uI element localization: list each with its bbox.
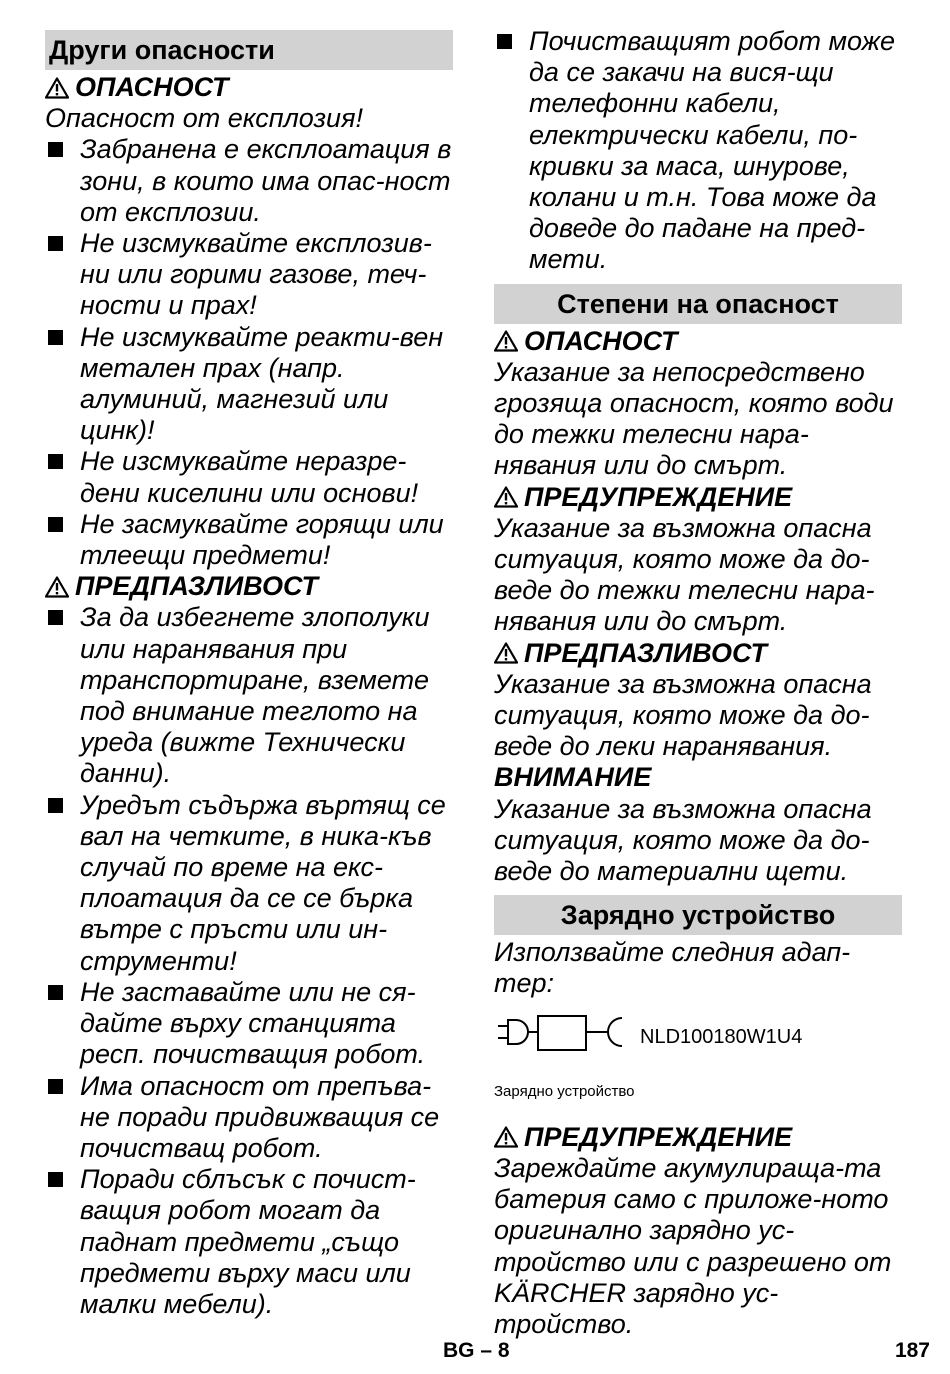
bullet-square-icon <box>48 517 63 532</box>
attention-level-block <box>494 762 902 887</box>
bullet-square-icon <box>48 142 63 157</box>
warning-triangle-icon <box>45 77 69 99</box>
list-item: За да избегнете злополуки или наранявания при транспортиране, вземете под внимание теглото на уреда (вижте Технически данни). <box>45 602 453 789</box>
bullet-square-icon <box>48 236 63 251</box>
section-title-charger: Зарядно устройство <box>494 895 902 935</box>
footer-section-code: BG – 8 <box>443 1339 510 1362</box>
charger-intro: Използвайте следния адап-тер: <box>494 937 851 999</box>
level-description: Указание за възможна опасна ситуация, която може да до-веде до материални щети. <box>494 793 872 887</box>
section-title-other-dangers: Други опасности <box>45 30 453 70</box>
level-heading: ПРЕДПАЗЛИВОСТ <box>494 638 902 669</box>
bullet-square-icon <box>497 34 512 49</box>
section-title-danger-levels: Степени на опасност <box>494 284 902 324</box>
list-item: Поради сблъсък с почист-ващия робот могат да паднат предмети „също предмети върху маси или малки мебели). <box>45 1164 453 1320</box>
level-description: Указание за непосредствено грозяща опасност, която води до тежки телесни нара-нявания или до смърт. <box>494 356 894 481</box>
page-number: 187 <box>894 1339 930 1362</box>
warning-level-block <box>494 482 902 638</box>
danger-intro: Опасност от експлозия! <box>45 103 364 134</box>
bullet-square-icon <box>48 330 63 345</box>
adapter-diagram <box>494 1014 902 1082</box>
right-column <box>494 26 902 1340</box>
bullet-square-icon <box>48 798 63 813</box>
danger-label: ОПАСНОСТ <box>75 72 229 102</box>
bullet-square-icon <box>48 1079 63 1094</box>
list-item: Не заставайте или не ся-дайте върху станцията респ. почистващия робот. <box>45 977 453 1071</box>
list-item: Не засмуквайте горящи или тлеещи предмети! <box>45 509 453 571</box>
danger-list <box>45 134 453 571</box>
level-heading: ВНИМАНИЕ <box>494 762 652 793</box>
warning-heading: ПРЕДУПРЕЖДЕНИЕ <box>494 1122 902 1153</box>
bullet-square-icon <box>48 1172 63 1187</box>
level-description: Указание за възможна опасна ситуация, която може да до-веде до леки наранявания. <box>494 668 872 762</box>
level-heading: ПРЕДУПРЕЖДЕНИЕ <box>494 482 902 513</box>
list-item: Уредът съдържа въртящ се вал на четките, в ника-къв случай по време на екс-плоатация да се се бърка вътре с пръсти или ин-струменти! <box>45 790 453 977</box>
list-item: Не изсмуквайте неразре-дени киселини или основи! <box>45 446 453 508</box>
adapter-caption: Зарядно устройство <box>494 1082 635 1100</box>
robot-cable-list <box>494 26 902 276</box>
caution-level-block <box>494 638 902 763</box>
list-item: Не изсмуквайте реакти-вен метален прах (напр. алуминий, магнезий или цинк)! <box>45 322 453 447</box>
list-item: Не изсмуквайте експлозив-ни или горими газове, теч-ности и прах! <box>45 228 453 322</box>
bullet-square-icon <box>48 610 63 625</box>
warning-text: Зареждайте акумулираща-та батерия само с приложе-ното оригинално зарядно ус-тройство или с разрешено от KÄRCHER зарядно ус-тройство. <box>494 1152 892 1339</box>
warning-triangle-icon <box>494 486 518 508</box>
caution-heading <box>45 571 453 602</box>
warning-triangle-icon <box>45 576 69 598</box>
charger-warning-block <box>494 1122 902 1340</box>
left-column <box>45 30 453 1320</box>
bullet-square-icon <box>48 985 63 1000</box>
caution-list <box>45 602 453 1320</box>
danger-heading <box>45 72 453 103</box>
caution-label: ПРЕДПАЗЛИВОСТ <box>75 571 318 602</box>
adapter-model: NLD100180W1U4 <box>640 1025 803 1048</box>
bullet-square-icon <box>48 454 63 469</box>
danger-level-block <box>494 326 902 482</box>
adapter-plug-icon <box>494 1014 634 1054</box>
warning-triangle-icon <box>494 1126 518 1148</box>
level-description: Указание за възможна опасна ситуация, която може да до-веде до тежки телесни нара-нявания или до смърт. <box>494 512 875 637</box>
warning-triangle-icon <box>494 330 518 352</box>
list-item: Има опасност от препъва-не поради придвижващия се почистващ робот. <box>45 1071 453 1165</box>
list-item: Забранена е експлоатация в зони, в които има опас-ност от експлозии. <box>45 134 453 228</box>
level-heading: ОПАСНОСТ <box>494 326 902 357</box>
list-item: Почистващият робот може да се закачи на вися-щи телефонни кабели, електрически кабели, по-кривки за маса, шнурове, колани и т.н. Това може да доведе до падане на пред-мети. <box>494 26 902 276</box>
warning-triangle-icon <box>494 642 518 664</box>
